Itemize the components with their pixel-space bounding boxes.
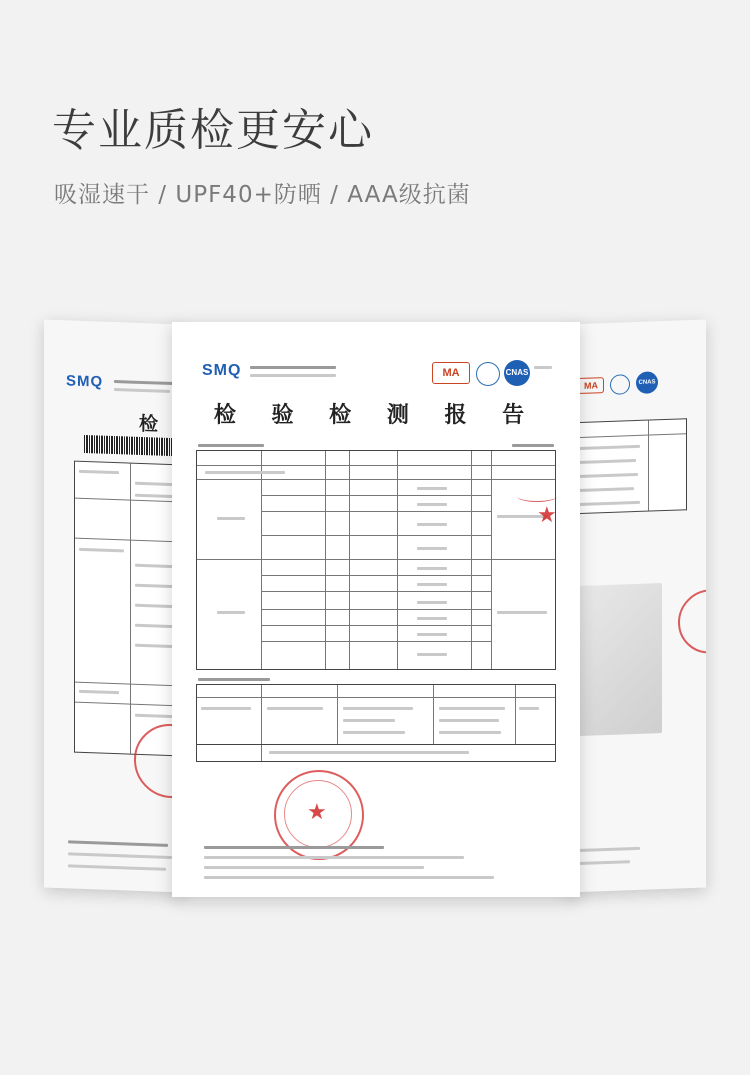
- upf-results-table: [196, 684, 556, 746]
- report-stack: [0, 300, 750, 920]
- left-smq-logo: SMQ: [66, 372, 104, 391]
- page-headline: 专业质检更安心: [52, 105, 374, 156]
- barcode: [84, 435, 184, 456]
- cma-badge: MA: [432, 362, 470, 384]
- right-ilac-badge: [610, 374, 630, 395]
- right-cnas-badge: CNAS: [636, 371, 658, 394]
- right-red-stamp: [678, 588, 706, 654]
- center-report-page: [172, 322, 580, 897]
- test-results-table: [196, 450, 556, 670]
- right-cma-badge: MA: [578, 377, 604, 394]
- remarks-row: [196, 744, 556, 762]
- left-report-page: [44, 320, 184, 893]
- report-title: 检 验 检 测 报 告: [213, 402, 539, 428]
- left-info-table: [74, 461, 184, 757]
- right-report-page: [566, 320, 706, 893]
- cnas-badge: CNAS: [504, 360, 530, 386]
- center-smq-logo: SMQ: [202, 362, 242, 379]
- star-mark: ★: [537, 503, 557, 528]
- left-report-title: 检: [139, 412, 159, 436]
- fabric-sample-photo: [570, 583, 662, 736]
- feature-subline: 吸湿速干 / UPF40+防晒 / AAA级抗菌: [54, 182, 471, 208]
- official-red-stamp: ★: [274, 770, 364, 860]
- ilac-badge: [476, 362, 500, 386]
- right-result-table: [566, 418, 687, 514]
